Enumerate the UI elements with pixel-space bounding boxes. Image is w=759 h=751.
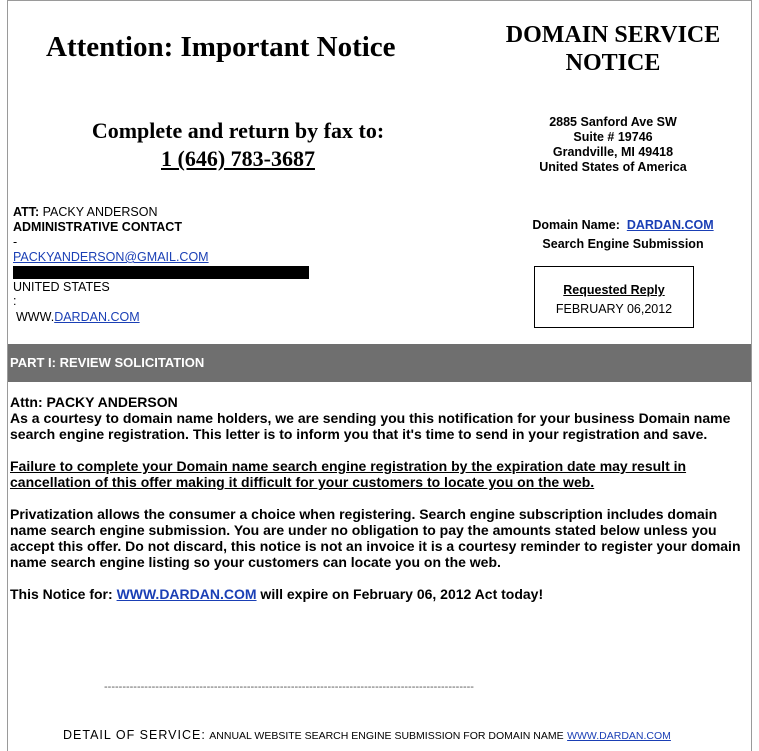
part-header-bar: [8, 344, 751, 382]
service-notice-line2: NOTICE: [565, 50, 661, 76]
requested-reply-label: Requested Reply: [563, 283, 665, 297]
address-line1: 2885 Sanford Ave SW: [549, 115, 677, 129]
contact-dash: -: [13, 235, 18, 249]
domain-name-label: Domain Name:: [532, 218, 620, 232]
detail-text: ANNUAL WEBSITE SEARCH ENGINE SUBMISSION FOR DOMAIN NAME: [209, 730, 564, 742]
service-notice-title: [498, 21, 728, 77]
attention-title: Attention: Important Notice: [46, 31, 396, 63]
redaction-bar: [13, 266, 309, 279]
sender-address: [513, 115, 713, 175]
detail-domain-link[interactable]: WWW.DARDAN.COM: [567, 730, 671, 742]
notice-domain-link[interactable]: WWW.DARDAN.COM: [116, 586, 257, 602]
body-paragraph-1: As a courtesy to domain name holders, we are sending you this notification for your business Domain name search engine registration. This letter is to inform you that it's time to send in your registration and save.: [10, 410, 731, 442]
requested-reply-box: [534, 266, 694, 328]
fax-number: 1 (646) 783-3687: [161, 146, 315, 171]
part-title: PART I: REVIEW SOLICITATION: [10, 355, 205, 370]
service-notice-line1: DOMAIN SERVICE: [505, 22, 721, 48]
www-prefix: WWW.: [16, 310, 55, 324]
domain-info: [513, 216, 733, 254]
detail-label: DETAIL OF SERVICE:: [63, 728, 206, 742]
body-paragraph-2: Failure to complete your Domain name search engine registration by the expiration date may result in cancellation of this offer making it difficult for your customers to locate you on the web.: [10, 458, 687, 490]
contact-country: UNITED STATES: [13, 280, 110, 294]
contact-website-link[interactable]: DARDAN.COM: [54, 310, 140, 324]
address-line3: Grandville, MI 49418: [552, 145, 674, 159]
fax-label: Complete and return by fax to:: [91, 118, 385, 143]
dashed-divider: -----------------------------------------------------------------------------------------------------: [104, 681, 474, 693]
notice-prefix: This Notice for:: [10, 586, 117, 602]
notice-suffix: will expire on February 06, 2012 Act today!: [256, 586, 544, 602]
address-line2: Suite # 19746: [573, 130, 653, 144]
body-notice-line: [10, 586, 750, 602]
address-line4: United States of America: [539, 160, 687, 174]
att-label: ATT:: [13, 205, 40, 219]
contact-email-link[interactable]: PACKYANDERSON@GMAIL.COM: [13, 250, 209, 264]
fax-block: [58, 117, 418, 173]
requested-reply-date: FEBRUARY 06,2012: [555, 302, 673, 316]
body-attn-line: Attn: PACKY ANDERSON: [10, 394, 178, 410]
detail-of-service: [63, 728, 671, 742]
solicitation-body: [10, 394, 750, 618]
contact-website: [16, 310, 140, 325]
contact-colon: :: [13, 294, 17, 308]
contact-block: [13, 205, 333, 265]
contact-role: ADMINISTRATIVE CONTACT: [13, 220, 182, 234]
att-name: PACKY ANDERSON: [42, 205, 158, 219]
domain-service: Search Engine Submission: [542, 237, 704, 251]
notice-page: [7, 0, 752, 751]
domain-name-link[interactable]: DARDAN.COM: [626, 218, 714, 232]
body-paragraph-3: Privatization allows the consumer a choice when registering. Search engine subscription includes domain name search engine submission. You are under no obligation to pay the amounts stated below unless you accept this offer. Do not discard, this notice is not an invoice it is a courtesy reminder to register your domain name search engine listing so your customers can locate you on the web.: [10, 506, 741, 570]
